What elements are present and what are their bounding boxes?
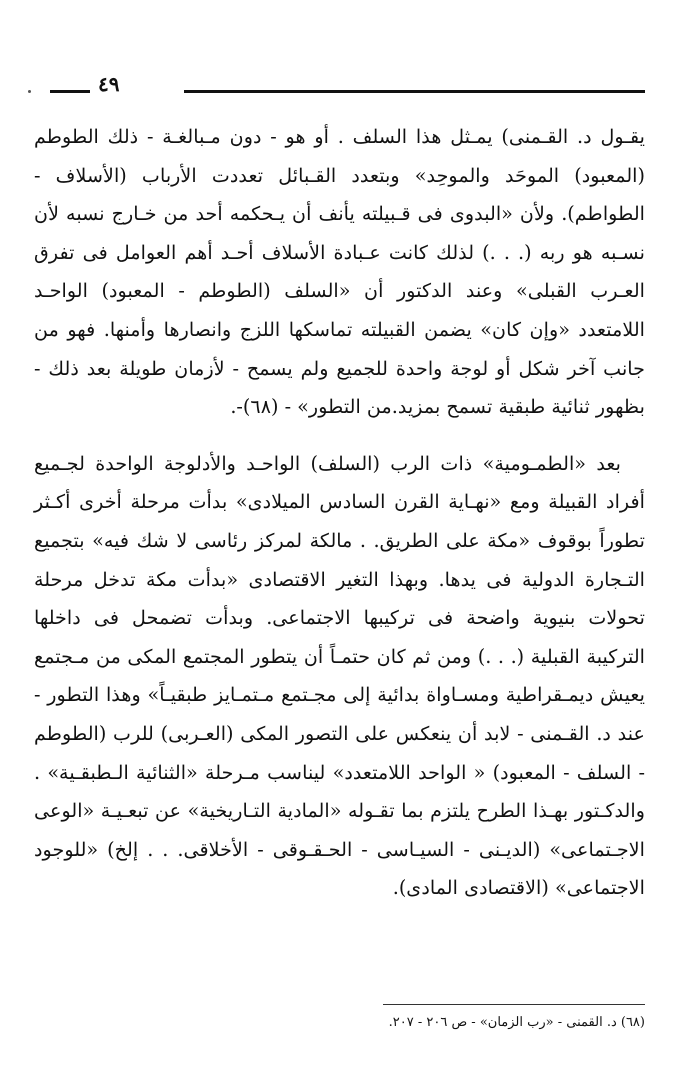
scan-speck [28, 90, 31, 93]
header-rule-long [184, 90, 645, 93]
page-header [50, 74, 645, 104]
page-number: ٤٩ [98, 72, 120, 96]
footnote-divider [383, 1004, 645, 1005]
paragraph-1: يقـول د. القـمنى) يمـثل هذا السلف . أو هو - دون مـبالغـة - ذلك الطوطم (المعبود) الموحَد والموحِد» وبتعدد القـبائل تعددت الأرباب (الأسلاف - الطواطم). ولأن «البدوى فى قـبيلته يأنف أن يـحكمه أحد من خـارج نسبه لأن نسـبه هو ربه (. . .) لذلك كانت عـبادة الأسلاف أحـد أهم العوامل فى تفرق العـرب القبلى» وعند الدكتور أن «السلف (الطوطم - المعبود) الواحـد اللامتعدد «وإن كان» يضمن القبيلته تماسكها اللزج وانصارها وأمنها. فهو من جانب آخر شكل أو لوجة واحدة للجميع ولم يسمح - لأزمان طويلة بعد ذلك - بظهور ثنائية طبقية تسمح بمزيد.من التطور» - (٦٨)-. [34, 125, 645, 419]
footnote: (٦٨) د. القمنى - «رب الزمان» - ص ٢٠٦ - ٢٠٧. [388, 1015, 645, 1030]
header-rule-short [50, 90, 90, 93]
main-text [34, 118, 645, 908]
paragraph-2: بعد «الطمـومية» ذات الرب (السلف) الواحـد والأدلوجة الواحدة لجـميع أفراد القبيلة ومع «نهـاية القرن السادس الميلادى» بدأت مرحلة أخرى أكـثر تطوراً بوقوف «مكة على الطريق. . مالكة لمركز رئاسى لا شك فيه» بتجميع التـجارة الدولية فى يدها. وبهذا التغير الاقتصادى «بدأت مكة تدخل مرحلة تحولات بنيوية واضحة فى تركيبها الاجتماعى. وبدأت تضمحل فى داخلها التركيبة القبلية (. . .) ومن ثم كان حتمـاً أن يتطور المجتمع المكى من مـجتمع يعيش ديمـقراطية ومسـاواة بدائية إلى مجـتمع مـتمـايز طبقيـاً» وهذا التطور - عند د. القـمنى - لابد أن ينعكس على التصور المكى (العـربى) للرب (الطوطم - السلف - المعبود) « الواحد اللامتعدد» ليناسب مـرحلة «الثنائية الـطبقـية» . والدكـتور بهـذا الطرح يلتزم بما تقـوله «المادية التـاريخية» عن تبعـيـة «الوعى الاجـتماعى» (الديـنى - السيـاسى - الحـقـوقى - الأخلاقى. . . إلخ) «للوجود الاجتماعى» (الاقتصادى المادى). [34, 451, 645, 900]
